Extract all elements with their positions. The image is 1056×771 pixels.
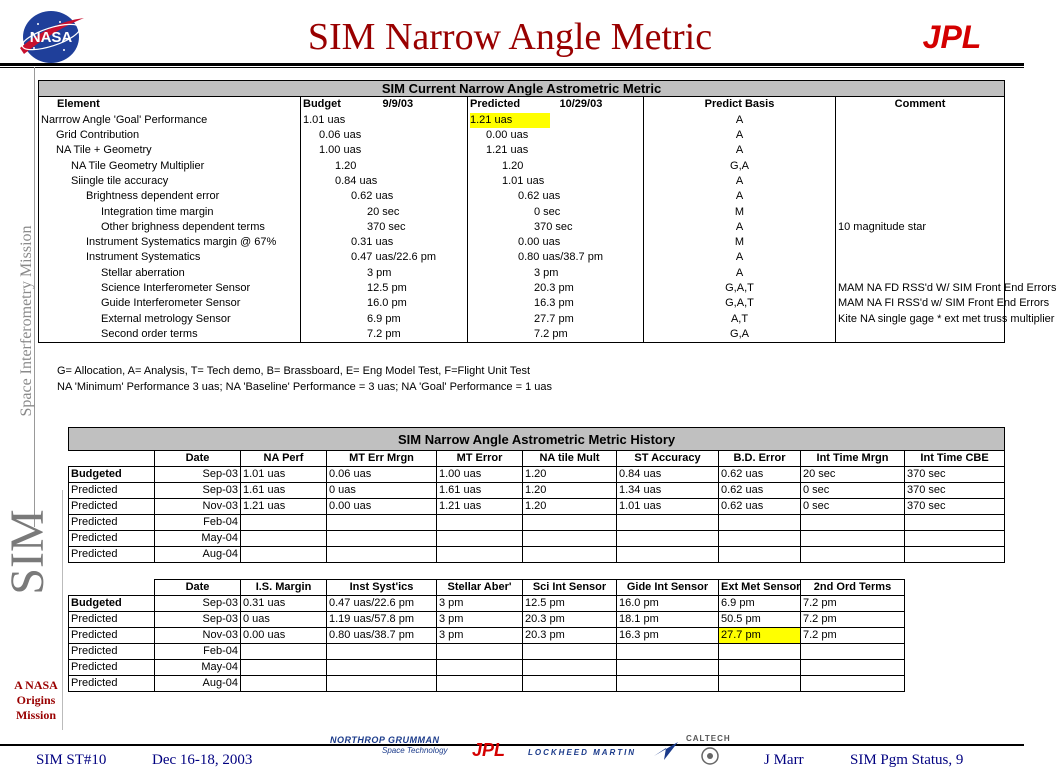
history-cell: 0 uas	[241, 612, 327, 628]
history-cell: 1.61 uas	[437, 483, 523, 499]
row-comment	[836, 174, 1005, 189]
metric-history-table-2	[68, 579, 905, 692]
row-predicted: 1.20	[468, 158, 644, 173]
history-row-label: Predicted	[69, 612, 155, 628]
metric-row	[39, 266, 1005, 281]
row-predicted: 1.21 uas	[468, 143, 644, 158]
history-cell: 370 sec	[905, 499, 1005, 515]
history-cell	[523, 660, 617, 676]
history-col-header: 2nd Ord Terms	[801, 580, 905, 596]
history-cell: 0.06 uas	[327, 467, 437, 483]
history-cell	[719, 515, 801, 531]
metric-row	[39, 158, 1005, 173]
lockheed-martin-logo: LOCKHEED MARTIN	[528, 748, 637, 757]
history-cell	[719, 644, 801, 660]
history-cell: 7.2 pm	[801, 596, 905, 612]
history-cell: 16.3 pm	[617, 628, 719, 644]
history-row-label: Predicted	[69, 515, 155, 531]
history-cell: 3 pm	[437, 628, 523, 644]
history-cell	[801, 660, 905, 676]
history-row-label: Budgeted	[69, 596, 155, 612]
history-row-label: Predicted	[69, 660, 155, 676]
row-comment: Kite NA single gage * ext met truss multiplier	[836, 311, 1005, 326]
history-col-header: MT Error	[437, 451, 523, 467]
history-row	[69, 467, 1005, 483]
metric-history-table	[68, 427, 1005, 563]
history-cell: 0 sec	[801, 483, 905, 499]
row-element: Science Interferometer Sensor	[39, 281, 301, 296]
row-predicted: 3 pm	[468, 266, 644, 281]
history-row-date: May-04	[155, 531, 241, 547]
row-budget: 12.5 pm	[301, 281, 468, 296]
history-row	[69, 612, 905, 628]
history-cell: 370 sec	[905, 483, 1005, 499]
metric-row	[39, 296, 1005, 311]
history-cell: 0.80 uas/38.7 pm	[327, 628, 437, 644]
history-cell	[719, 676, 801, 692]
history-col-header	[69, 451, 155, 467]
history-cell: 1.61 uas	[241, 483, 327, 499]
metric-row	[39, 143, 1005, 158]
sim-vertical-label: SIM	[1, 509, 54, 595]
history-col-header: Ext Met Sensor	[719, 580, 801, 596]
row-comment	[836, 189, 1005, 204]
history-col-header: I.S. Margin	[241, 580, 327, 596]
row-element: NA Tile Geometry Multiplier	[39, 158, 301, 173]
row-element: Instrument Systematics	[39, 250, 301, 265]
history-cell	[719, 547, 801, 563]
col-predicted: Predicted	[468, 97, 558, 113]
header-rule-thin	[0, 67, 1024, 68]
lockheed-star-icon	[652, 736, 680, 767]
row-predicted: 0.00 uas	[468, 128, 644, 143]
history-row	[69, 596, 905, 612]
row-element: Integration time margin	[39, 204, 301, 219]
history-row	[69, 483, 1005, 499]
history-row-label: Predicted	[69, 676, 155, 692]
nasa-origins-label: A NASA Origins Mission	[14, 678, 58, 722]
row-budget: 370 sec	[301, 220, 468, 235]
row-element: Other brighness dependent terms	[39, 220, 301, 235]
row-budget: 16.0 pm	[301, 296, 468, 311]
history-col-header: Gide Int Sensor	[617, 580, 719, 596]
svg-text:JPL: JPL	[922, 19, 982, 55]
col-predict-basis: Predict Basis	[644, 97, 836, 113]
row-comment	[836, 158, 1005, 173]
history-cell: 3 pm	[437, 596, 523, 612]
history-cell	[617, 660, 719, 676]
history-cell: 12.5 pm	[523, 596, 617, 612]
history-cell	[617, 547, 719, 563]
row-element: Narrrow Angle 'Goal' Performance	[39, 113, 301, 128]
history-cell: 20 sec	[801, 467, 905, 483]
history-cell	[801, 644, 905, 660]
history-cell	[617, 531, 719, 547]
history-cell	[905, 515, 1005, 531]
row-element: NA Tile + Geometry	[39, 143, 301, 158]
history-cell	[523, 676, 617, 692]
row-element: Guide Interferometer Sensor	[39, 296, 301, 311]
history-cell	[327, 547, 437, 563]
svg-text:NASA: NASA	[29, 29, 73, 46]
caltech-logo: CALTECH	[686, 734, 731, 743]
row-comment	[836, 204, 1005, 219]
history-row-date: Feb-04	[155, 644, 241, 660]
row-budget: 0.06 uas	[301, 128, 468, 143]
history-cell	[327, 531, 437, 547]
history-cell: 50.5 pm	[719, 612, 801, 628]
history-cell	[437, 547, 523, 563]
history-cell	[241, 676, 327, 692]
col-element: Element	[39, 97, 301, 113]
history-col-header: NA tile Mult	[523, 451, 617, 467]
history-row	[69, 644, 905, 660]
row-basis: G,A,T	[644, 296, 836, 311]
history-cell	[437, 676, 523, 692]
history-col-header: Stellar Aber'	[437, 580, 523, 596]
history-cell: 20.3 pm	[523, 612, 617, 628]
footer-page: SIM Pgm Status, 9	[850, 752, 964, 768]
history-row-label: Predicted	[69, 547, 155, 563]
history-row-date: Sep-03	[155, 483, 241, 499]
col-comment: Comment	[836, 97, 1005, 113]
footer-author: J Marr	[764, 752, 804, 768]
row-budget: 0.47 uas/22.6 pm	[301, 250, 468, 265]
history-cell: 370 sec	[905, 467, 1005, 483]
history-cell	[327, 644, 437, 660]
history-row	[69, 515, 1005, 531]
row-budget: 0.62 uas	[301, 189, 468, 204]
metric-row	[39, 281, 1005, 296]
metric-row	[39, 204, 1005, 219]
row-predicted: 20.3 pm	[468, 281, 644, 296]
history-cell: 1.01 uas	[617, 499, 719, 515]
history-row	[69, 531, 1005, 547]
row-element: Stellar aberration	[39, 266, 301, 281]
history-row-label: Predicted	[69, 628, 155, 644]
row-basis: A	[644, 143, 836, 158]
history-cell	[241, 547, 327, 563]
history-row-date: Nov-03	[155, 628, 241, 644]
caltech-seal-icon	[700, 746, 720, 771]
history-cell: 1.34 uas	[617, 483, 719, 499]
history-cell: 1.20	[523, 483, 617, 499]
row-budget: 7.2 pm	[301, 327, 468, 343]
row-predicted: 0.80 uas/38.7 pm	[468, 250, 644, 265]
history-cell	[327, 660, 437, 676]
legend-notes	[57, 363, 552, 395]
metric-row	[39, 327, 1005, 343]
history-row	[69, 628, 905, 644]
history-cell	[801, 515, 905, 531]
page-title: SIM Narrow Angle Metric	[307, 16, 713, 58]
row-element: Grid Contribution	[39, 128, 301, 143]
row-budget: 1.00 uas	[301, 143, 468, 158]
history-cell: 0.47 uas/22.6 pm	[327, 596, 437, 612]
metric-history-title: SIM Narrow Angle Astrometric Metric History	[69, 428, 1005, 451]
jpl-logo	[905, 19, 1000, 55]
history-row-date: Sep-03	[155, 596, 241, 612]
row-comment	[836, 128, 1005, 143]
history-row-label: Predicted	[69, 531, 155, 547]
history-cell	[905, 531, 1005, 547]
history-cell	[241, 515, 327, 531]
row-element: Brightness dependent error	[39, 189, 301, 204]
history-cell	[617, 676, 719, 692]
history-cell: 7.2 pm	[801, 612, 905, 628]
row-element: Second order terms	[39, 327, 301, 343]
row-predicted: 1.01 uas	[468, 174, 644, 189]
history-cell: 0.84 uas	[617, 467, 719, 483]
row-predicted: 0.00 uas	[468, 235, 644, 250]
history-cell	[801, 531, 905, 547]
history-row-date: Aug-04	[155, 547, 241, 563]
history-cell: 3 pm	[437, 612, 523, 628]
metric-row	[39, 250, 1005, 265]
history-col-header: MT Err Mrgn	[327, 451, 437, 467]
footer-rule	[0, 744, 1024, 746]
row-predicted: 27.7 pm	[468, 311, 644, 326]
col-budget: Budget	[301, 97, 381, 113]
history-cell: 6.9 pm	[719, 596, 801, 612]
row-predicted: 16.3 pm	[468, 296, 644, 311]
current-metric-header	[39, 97, 1005, 113]
history-header	[69, 451, 1005, 467]
history-cell: 0.62 uas	[719, 467, 801, 483]
history-cell: 1.19 uas/57.8 pm	[327, 612, 437, 628]
header-rule	[0, 63, 1024, 66]
history-cell: 1.01 uas	[241, 467, 327, 483]
row-budget: 3 pm	[301, 266, 468, 281]
footer-date: Dec 16-18, 2003	[152, 752, 253, 768]
history-row-date: Feb-04	[155, 515, 241, 531]
metric-row	[39, 311, 1005, 326]
history-row-date: Aug-04	[155, 676, 241, 692]
history-cell	[437, 644, 523, 660]
col-predicted-date: 10/29/03	[559, 98, 603, 111]
mission-vertical-label: Space Interferometry Mission	[18, 225, 35, 417]
history-cell: 1.00 uas	[437, 467, 523, 483]
history-row-date: Sep-03	[155, 612, 241, 628]
current-metric-table	[38, 80, 1056, 343]
history-cell	[241, 644, 327, 660]
history-cell	[327, 676, 437, 692]
history-cell: 1.21 uas	[437, 499, 523, 515]
metric-row	[39, 128, 1005, 143]
row-basis: G,A	[644, 327, 836, 343]
history-cell: 16.0 pm	[617, 596, 719, 612]
row-basis: A	[644, 174, 836, 189]
row-comment	[836, 327, 1005, 343]
history-row	[69, 547, 1005, 563]
row-predicted: 0 sec	[468, 204, 644, 219]
row-basis: M	[644, 204, 836, 219]
row-comment	[836, 250, 1005, 265]
history-col-header: Int Time CBE	[905, 451, 1005, 467]
history-cell: 0 sec	[801, 499, 905, 515]
row-comment	[836, 235, 1005, 250]
col-budget-date: 9/9/03	[382, 98, 414, 111]
history-cell: 0 uas	[327, 483, 437, 499]
history-col-header: Date	[155, 451, 241, 467]
history-row	[69, 499, 1005, 515]
row-basis: A	[644, 189, 836, 204]
history-cell	[327, 515, 437, 531]
row-basis: A	[644, 250, 836, 265]
metric-row	[39, 174, 1005, 189]
row-predicted: 0.62 uas	[468, 189, 644, 204]
history-cell	[437, 531, 523, 547]
row-budget: 1.20	[301, 158, 468, 173]
history-cell	[437, 660, 523, 676]
history-cell: 0.00 uas	[241, 628, 327, 644]
row-budget: 1.01 uas	[301, 113, 468, 128]
history-cell	[801, 676, 905, 692]
history-cell: 0.62 uas	[719, 499, 801, 515]
note-basis-key: G= Allocation, A= Analysis, T= Tech demo, B= Brassboard, E= Eng Model Test, F=Flight Unit Test	[57, 365, 531, 377]
row-element: External metrology Sensor	[39, 311, 301, 326]
history-col-header: NA Perf	[241, 451, 327, 467]
footer-meeting: SIM ST#10	[36, 752, 107, 768]
history-row-label: Budgeted	[69, 467, 155, 483]
history-cell	[437, 515, 523, 531]
history-cell: 27.7 pm	[719, 628, 801, 644]
northrop-grumman-logo: NORTHROP GRUMMAN Space Technology	[330, 735, 448, 755]
history-row	[69, 676, 905, 692]
history-col-header	[69, 580, 155, 596]
metric-row	[39, 220, 1005, 235]
history-header	[69, 580, 905, 596]
row-predicted: 7.2 pm	[468, 327, 644, 343]
metric-row	[39, 235, 1005, 250]
history-col-header: Date	[155, 580, 241, 596]
history-cell: 0.31 uas	[241, 596, 327, 612]
history-cell	[523, 644, 617, 660]
history-col-header: ST Accuracy	[617, 451, 719, 467]
history-cell	[523, 515, 617, 531]
nasa-logo	[14, 8, 88, 66]
history-cell	[241, 660, 327, 676]
row-comment	[836, 266, 1005, 281]
history-cell	[905, 547, 1005, 563]
history-row	[69, 660, 905, 676]
history-cell: 7.2 pm	[801, 628, 905, 644]
highlighted-value: 1.21 uas	[470, 113, 550, 128]
history-row-date: Sep-03	[155, 467, 241, 483]
row-comment	[836, 113, 1005, 128]
history-cell: 18.1 pm	[617, 612, 719, 628]
row-basis: A	[644, 128, 836, 143]
jpl-footer-logo: JPL	[472, 740, 506, 760]
row-budget: 0.31 uas	[301, 235, 468, 250]
row-basis: A	[644, 113, 836, 128]
row-budget: 0.84 uas	[301, 174, 468, 189]
history-cell: 1.21 uas	[241, 499, 327, 515]
row-basis: G,A	[644, 158, 836, 173]
history-cell	[617, 515, 719, 531]
row-comment	[836, 143, 1005, 158]
metric-row	[39, 189, 1005, 204]
row-basis: A	[644, 220, 836, 235]
row-basis: M	[644, 235, 836, 250]
history-cell: 1.20	[523, 467, 617, 483]
row-comment: MAM NA FI RSS'd w/ SIM Front End Errors	[836, 296, 1005, 311]
history-cell	[617, 644, 719, 660]
history-col-header: Inst Syst'ics	[327, 580, 437, 596]
history-row-date: May-04	[155, 660, 241, 676]
metric-row	[39, 113, 1005, 128]
row-element: Siingle tile accuracy	[39, 174, 301, 189]
history-cell: 0.00 uas	[327, 499, 437, 515]
history-row-label: Predicted	[69, 499, 155, 515]
current-metric-title: SIM Current Narrow Angle Astrometric Metric	[39, 81, 1005, 97]
history-col-header: B.D. Error	[719, 451, 801, 467]
history-row-label: Predicted	[69, 483, 155, 499]
history-row-date: Nov-03	[155, 499, 241, 515]
history-cell: 0.62 uas	[719, 483, 801, 499]
row-basis: A,T	[644, 311, 836, 326]
note-performance: NA 'Minimum' Performance 3 uas; NA 'Baseline' Performance = 3 uas; NA 'Goal' Performance = 1 uas	[57, 381, 552, 393]
history-cell	[719, 660, 801, 676]
history-cell	[523, 531, 617, 547]
history-cell	[241, 531, 327, 547]
history-cell: 20.3 pm	[523, 628, 617, 644]
row-comment: 10 magnitude star	[836, 220, 1005, 235]
row-predicted	[468, 113, 644, 128]
history-cell: 1.20	[523, 499, 617, 515]
row-comment: MAM NA FD RSS'd W/ SIM Front End Errors	[836, 281, 1005, 296]
history-row-label: Predicted	[69, 644, 155, 660]
history-col-header: Int Time Mrgn	[801, 451, 905, 467]
row-predicted: 370 sec	[468, 220, 644, 235]
row-budget: 20 sec	[301, 204, 468, 219]
history-cell	[523, 547, 617, 563]
row-element: Instrument Systematics margin @ 67%	[39, 235, 301, 250]
row-basis: G,A,T	[644, 281, 836, 296]
history-cell	[719, 531, 801, 547]
history-cell	[801, 547, 905, 563]
row-budget: 6.9 pm	[301, 311, 468, 326]
row-basis: A	[644, 266, 836, 281]
history-col-header: Sci Int Sensor	[523, 580, 617, 596]
